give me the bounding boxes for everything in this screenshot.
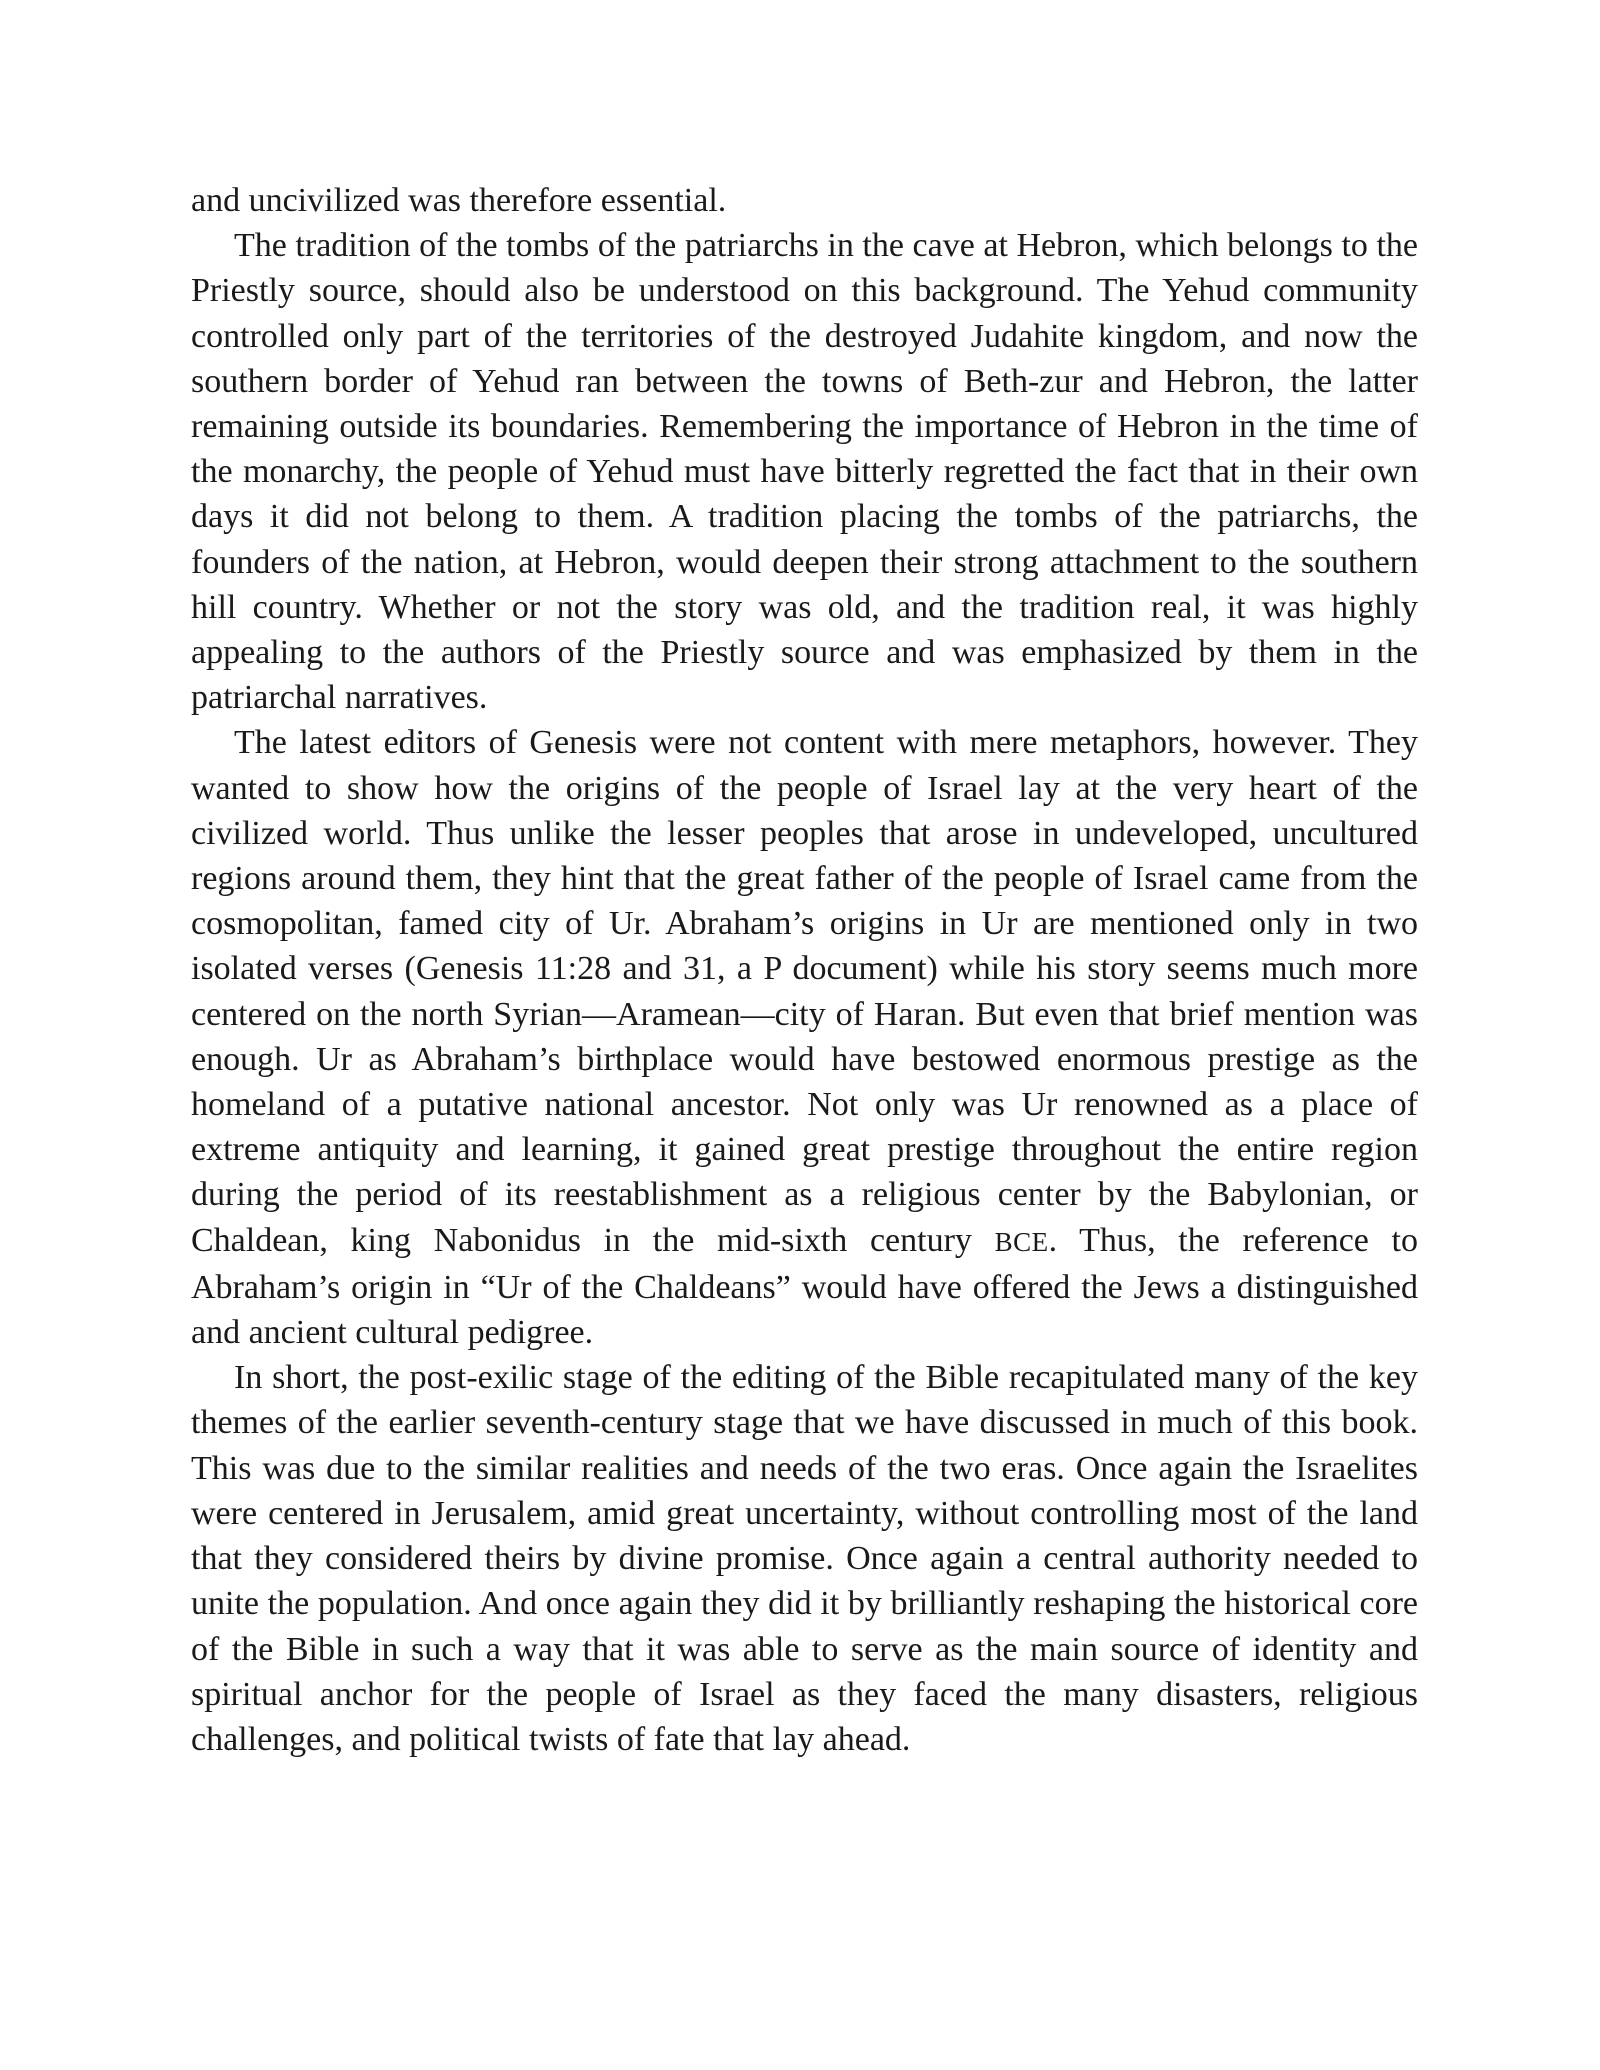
page-body (191, 178, 1418, 1762)
paragraph-continuation: and uncivilized was therefore essential. (191, 182, 727, 219)
paragraph-ur-text-after: . Thus, the reference to Abraham’s origin in “Ur of the Chaldeans” would have offered the Jews a distinguished and ancient cultural pedigree. (191, 1221, 1419, 1352)
era-abbreviation: BCE (994, 1226, 1049, 1257)
paragraph-ur-text-before: The latest editors of Genesis were not content with mere metaphors, however. They wanted to show how the origins of the people of Israel lay at the very heart of the civilized world. Thus unlike the lesser peoples that arose in undeveloped, uncultured regions around them, they hint that the great father of the people of Israel came from the cosmopolitan, famed city of Ur. Abraham’s origins in Ur are mentioned only in two isolated verses (Genesis 11:28 and 31, a P document) while his story seems much more centered on the north Syrian—Aramean—city of Haran. But even that brief mention was enough. Ur as Abraham’s birthplace would have bestowed enormous prestige as the homeland of a putative national ancestor. Not only was Ur renowned as a place of extreme antiquity and learning, it gained great prestige throughout the entire region during the period of its reestablishment as a religious center by the Babylonian, or Chaldean, king Nabonidus in the mid-sixth century (191, 724, 1418, 1259)
paragraph-ur-origins (191, 720, 1418, 1355)
paragraph-hebron-tombs: The tradition of the tombs of the patriarchs in the cave at Hebron, which belongs to the Priestly source, should also be understood on this background. The Yehud community controlled only part of the territories of the destroyed Judahite kingdom, and now the southern border of Yehud ran between the towns of Beth-zur and Hebron, the latter remaining outside its boundaries. Remembering the importance of Hebron in the time of the monarchy, the people of Yehud must have bitterly regretted the fact that in their own days it did not belong to them. A tradition placing the tombs of the patriarchs, the founders of the nation, at Hebron, would deepen their strong attachment to the southern hill country. Whether or not the story was old, and the tradition real, it was highly appealing to the authors of the Priestly source and was emphasized by them in the patriarchal narratives. (191, 227, 1418, 717)
paragraph-post-exilic-summary: In short, the post-exilic stage of the editing of the Bible recapitulated many of the key themes of the earlier seventh-century stage that we have discussed in much of this book. This was due to the similar realities and needs of the two eras. Once again the Israelites were centered in Jerusalem, amid great uncertainty, without controlling most of the land that they considered theirs by divine promise. Once again a central authority needed to unite the population. And once again they did it by brilliantly reshaping the historical core of the Bible in such a way that it was able to serve as the main source of identity and spiritual anchor for the people of Israel as they faced the many disasters, religious challenges, and political twists of fate that lay ahead. (191, 1359, 1418, 1758)
